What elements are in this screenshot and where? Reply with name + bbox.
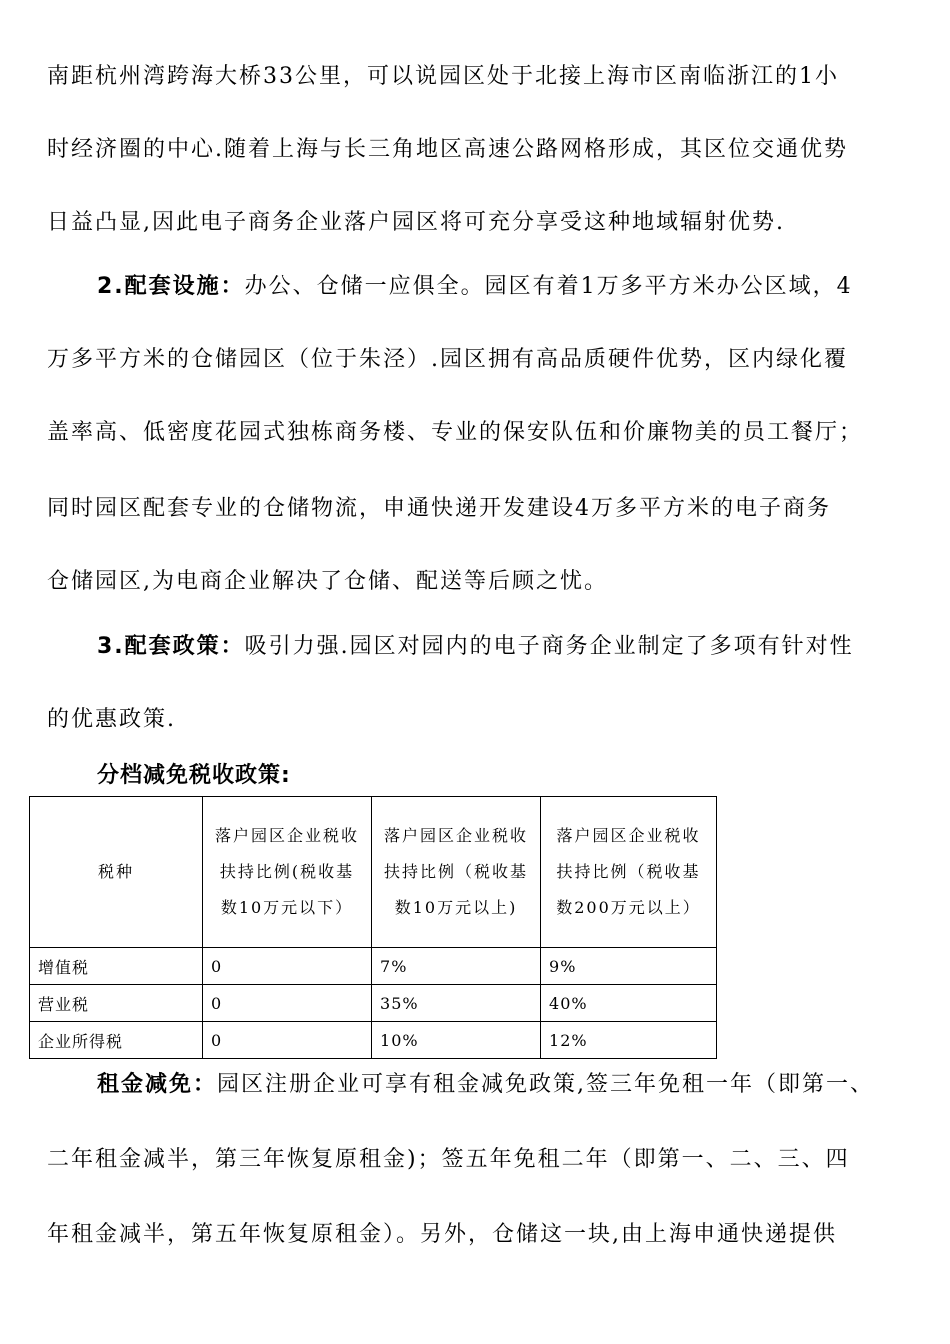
tax-policy-table — [29, 796, 717, 1059]
paragraph-line: 南距杭州湾跨海大桥33公里，可以说园区处于北接上海市区南临浙江的1小 — [47, 64, 839, 89]
table-cell: 7% — [372, 948, 541, 985]
table-cell: 营业税 — [30, 985, 203, 1022]
paragraph-line: 同时园区配套专业的仓储物流，申通快递开发建设4万多平方米的电子商务 — [47, 496, 831, 521]
paragraph-line: 的优惠政策. — [47, 707, 176, 732]
table-cell: 0 — [203, 985, 372, 1022]
table-cell: 9% — [541, 948, 717, 985]
section-heading-rent: 租金减免： — [97, 1072, 218, 1097]
table-cell: 10% — [372, 1022, 541, 1059]
table-header-cell: 落户园区企业税收扶持比例(税收基数10万元以下） — [203, 797, 372, 948]
table-cell: 35% — [372, 985, 541, 1022]
paragraph-line: 年租金减半，第五年恢复原租金）。另外，仓储这一块,由上海申通快递提供 — [47, 1222, 837, 1247]
paragraph-text: 吸引力强.园区对园内的电子商务企业制定了多项有针对性 — [244, 634, 854, 659]
table-row — [30, 1022, 717, 1059]
paragraph-line — [97, 1070, 920, 1100]
section-heading-facilities: 2.配套设施： — [97, 274, 245, 299]
table-cell: 0 — [203, 948, 372, 985]
table-cell: 0 — [203, 1022, 372, 1059]
table-header-row — [30, 797, 717, 948]
paragraph-line: 时经济圈的中心.随着上海与长三角地区高速公路网格形成，其区位交通优势 — [47, 137, 848, 162]
table-header-cell: 落户园区企业税收扶持比例（税收基数10万元以上) — [372, 797, 541, 948]
paragraph-line: 二年租金减半，第三年恢复原租金)；签五年免租二年（即第一、二、三、四 — [47, 1147, 850, 1172]
paragraph-line: 仓储园区,为电商企业解决了仓储、配送等后顾之忧。 — [47, 569, 608, 594]
paragraph-line — [97, 632, 920, 662]
table-header-cell: 落户园区企业税收扶持比例（税收基数200万元以上） — [541, 797, 717, 948]
table-cell: 增值税 — [30, 948, 203, 985]
section-heading-policy: 3.配套政策： — [97, 634, 245, 659]
paragraph-line: 万多平方米的仓储园区（位于朱泾）.园区拥有高品质硬件优势，区内绿化覆 — [47, 347, 848, 372]
table-row — [30, 948, 717, 985]
table-row — [30, 985, 717, 1022]
table-cell: 40% — [541, 985, 717, 1022]
paragraph-line — [97, 272, 920, 302]
paragraph-text: 办公、仓储一应俱全。园区有着1万多平方米办公区域，4 — [244, 274, 853, 299]
paragraph-text: 园区注册企业可享有租金减免政策,签三年免租一年（即第一、 — [217, 1072, 875, 1097]
paragraph-line: 盖率高、低密度花园式独栋商务楼、专业的保安队伍和价廉物美的员工餐厅； — [47, 420, 864, 445]
paragraph-line: 日益凸显,因此电子商务企业落户园区将可充分享受这种地域辐射优势. — [47, 210, 785, 235]
table-cell: 企业所得税 — [30, 1022, 203, 1059]
table-header-cell: 税种 — [30, 797, 203, 948]
table-cell: 12% — [541, 1022, 717, 1059]
table-title: 分档减免税收政策: — [97, 763, 291, 788]
